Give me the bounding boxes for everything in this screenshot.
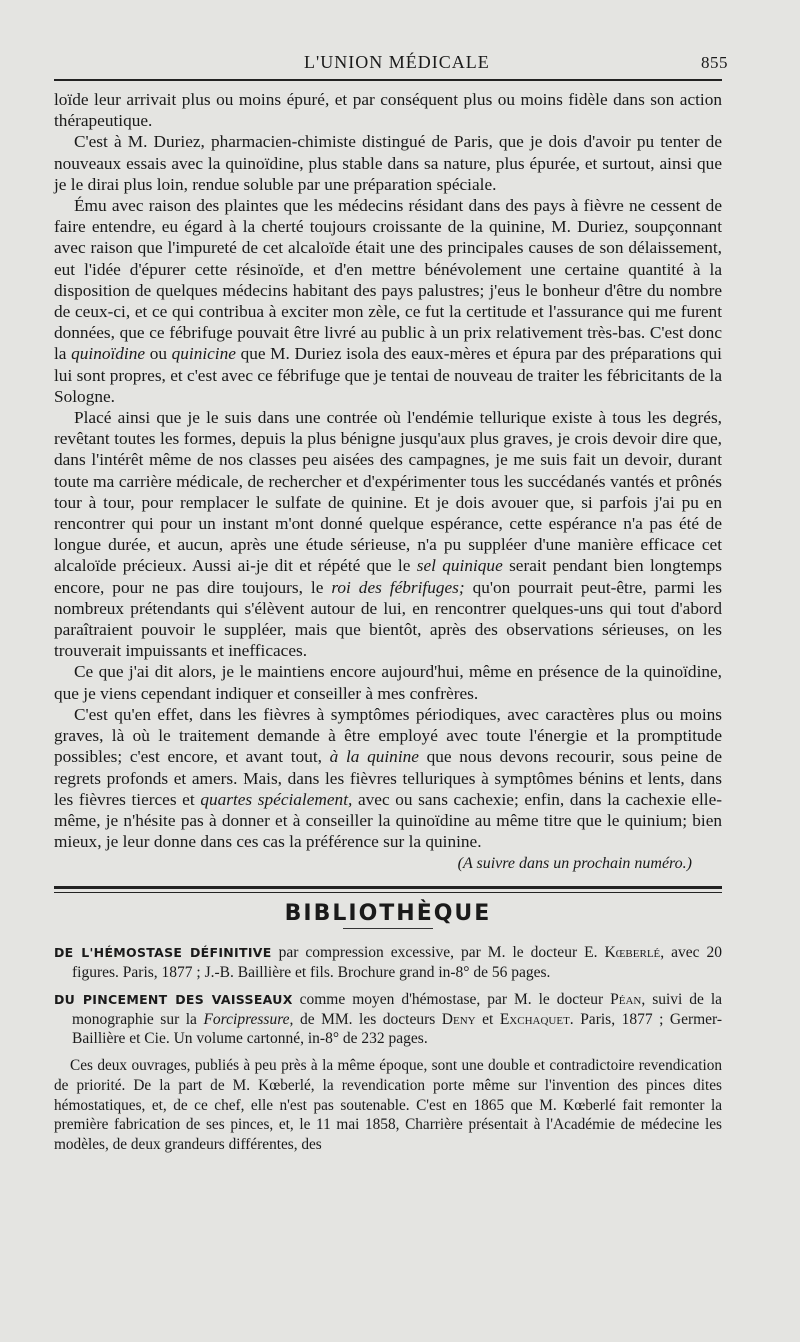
paragraph: Ces deux ouvrages, publiés à peu près à la même époque, sont une double et contradictoire revendication de priorité. De la part de M. Kœberlé, la revendication porte même sur l'invention des pinces dites hémostatiques, et, de ce chef, elle n'est pas soutenable. C'est en 1865 que M. Kœberlé fait remonter la première fabrication de ses pinces, et, le 11 mai 1858, Charrière présentait à l'Académie de médecine les modèles, de deux grandeurs différentes, des bbox=[54, 1057, 722, 1153]
text-run: C'est qu'en effet, dans les fièvres à symptômes périodiques, avec caractères plus ou moins graves, là où le traitement demande à être employé avec toute l'énergie et la promptitude possibles; c'est encore, et avant tout, bbox=[54, 704, 722, 767]
paragraph: loïde leur arrivait plus ou moins épuré, et par conséquent plus ou moins fidèle dans son action thérapeutique. bbox=[54, 90, 722, 131]
bibliography-entry bbox=[54, 943, 722, 982]
entry-title: DE L'HÉMOSTASE DÉFINITIVE bbox=[54, 945, 272, 961]
text-run: qu'on pourrait peut-être, parmi les nombreux prétendants qui s'élèvent autour de lui, en rencontrer quelques-uns qui tout d'abord paraîtraient pouvoir le suppléer, mais que bientôt, après des observations sérieuses, on les trouverait impuissants et inefficaces. bbox=[54, 577, 722, 661]
text-run: suivi de la monographie sur la bbox=[72, 991, 723, 1028]
paragraph: Ce que j'ai dit alors, je le maintiens encore aujourd'hui, même en présence de la quinoïdine, que je viens cependant indiquer et conseiller à mes confrères. bbox=[54, 662, 722, 703]
italic-term: roi des fébrifuges; bbox=[331, 577, 465, 597]
italic-term: à la quinine bbox=[329, 747, 419, 767]
author-name: Kœberlé, bbox=[604, 944, 665, 962]
text-run: Placé ainsi que je le suis dans une contrée où l'endémie tellurique existe à tous les degrés, revêtant toutes les formes, depuis la plus bénigne jusqu'aux plus graves, je crois devoir dire que, dans l'intérêt même de nos classes peu aisées des campagnes, je me suis fait un devoir, durant toute ma carrière médicale, de rechercher et d'expérimenter tous les succédanés vantés et prônés tour à tour, pour remplacer le sulfate de quinine. Et je dois avouer que, si parfois j'ai pu en rencontrer qui pour un instant m'ont donné quelque espérance, cette espérance n'a pas été de longue durée, et aucun, après une étude sérieuse, n'a pu suppléer d'une manière efficace cet alcaloïde précieux. Aussi ai-je dit et répété que le bbox=[54, 408, 722, 576]
text-run: que nous devons recourir, sous peine de regrets profonds et amers. Mais, dans les fièvres telluriques à symptômes bénins et lents, dans les fièvres tierces et bbox=[54, 747, 722, 809]
to-be-continued: (A suivre dans un prochain numéro.) bbox=[457, 855, 692, 873]
text-run: que M. Duriez isola des eaux-mères et épura par des préparations qui lui sont propres, et c'est avec ce fébrifuge que je tentai de nouveau de traiter les fébricitants de la Sologne. bbox=[54, 344, 722, 406]
author-name: Péan, bbox=[610, 991, 646, 1009]
text-run: avec 20 figures. Paris, 1877 ; J.-B. Baillière et fils. Brochure grand in-8° de 56 pages. bbox=[72, 944, 723, 981]
text-run: avec ou sans cachexie; enfin, dans la cachexie elle-même, je n'hésite pas à donner et à conseiller la quinoïdine au même titre que le quinium; bien mieux, je leur donne dans ces cas la préférence sur la quinine. bbox=[54, 789, 723, 852]
running-header bbox=[54, 52, 728, 73]
bibliography-entry bbox=[54, 990, 722, 1048]
header-rule bbox=[54, 79, 722, 81]
review-text bbox=[54, 1056, 722, 1154]
text-run: Paris, 1877 ; Germer-Baillière et Cie. Un volume cartonné, in-8° de 232 pages. bbox=[72, 1010, 723, 1047]
paragraph bbox=[54, 407, 722, 661]
italic-term: Forcipressure, bbox=[203, 1010, 294, 1028]
italic-term: quartes spécialement, bbox=[200, 789, 353, 809]
page-number: 855 bbox=[701, 53, 728, 72]
text-run: par compression excessive, par M. le docteur E. bbox=[278, 944, 598, 962]
entry-title: DU PINCEMENT DES VAISSEAUX bbox=[54, 992, 293, 1008]
section-rule bbox=[54, 886, 722, 893]
text-run: de MM. les docteurs bbox=[299, 1010, 436, 1028]
heading-underline bbox=[343, 928, 433, 929]
text-run: serait pendant bien longtemps encore, pour ne pas dire toujours, le bbox=[54, 556, 722, 597]
paragraph bbox=[54, 195, 722, 407]
italic-term: sel quinique bbox=[416, 556, 503, 576]
text-run: Ému avec raison des plaintes que les médecins résidant dans des pays à fièvre ne cessent de faire entendre, eu égard à la cherté toujours croissante de la quinine, M. Duriez, soupçonnant avec raison que l'impureté de cet alcaloïde était une des principales causes de son délaissement, eut l'idée d'épurer cette résinoïde, et d'en mettre bénévolement une certaine quantité à la disposition de quelques médecins habitant des pays palustres; j'eus le bonheur d'être du nombre de ceux-ci, et ce qui contribua à exciter mon zèle, ce fut la certitude et l'assurance qui me furent données, que ce fébrifuge pouvait être livré au public à un prix relativement très-bas. C'est donc la bbox=[54, 196, 722, 364]
paragraph bbox=[54, 704, 722, 852]
author-name: Exchaquet. bbox=[499, 1010, 574, 1028]
article-body bbox=[54, 89, 722, 852]
paragraph: C'est à M. Duriez, pharmacien-chimiste distingué de Paris, que je dois d'avoir pu tenter de nouveaux essais avec la quinoïdine, plus stable dans sa nature, plus épurée, et surtout, ainsi que je le dirai plus loin, rendue soluble par une préparation spéciale. bbox=[54, 132, 722, 194]
text-run: et bbox=[482, 1010, 494, 1028]
section-heading: BIBLIOTHÈQUE bbox=[284, 901, 492, 927]
journal-title: L'UNION MÉDICALE bbox=[304, 52, 490, 72]
italic-term: quinicine bbox=[171, 344, 236, 364]
text-run: comme moyen d'hémostase, par M. le docteur bbox=[299, 991, 604, 1009]
author-name: Deny bbox=[441, 1010, 476, 1028]
text-run: ou bbox=[149, 344, 167, 364]
italic-term: quinoïdine bbox=[71, 344, 146, 364]
